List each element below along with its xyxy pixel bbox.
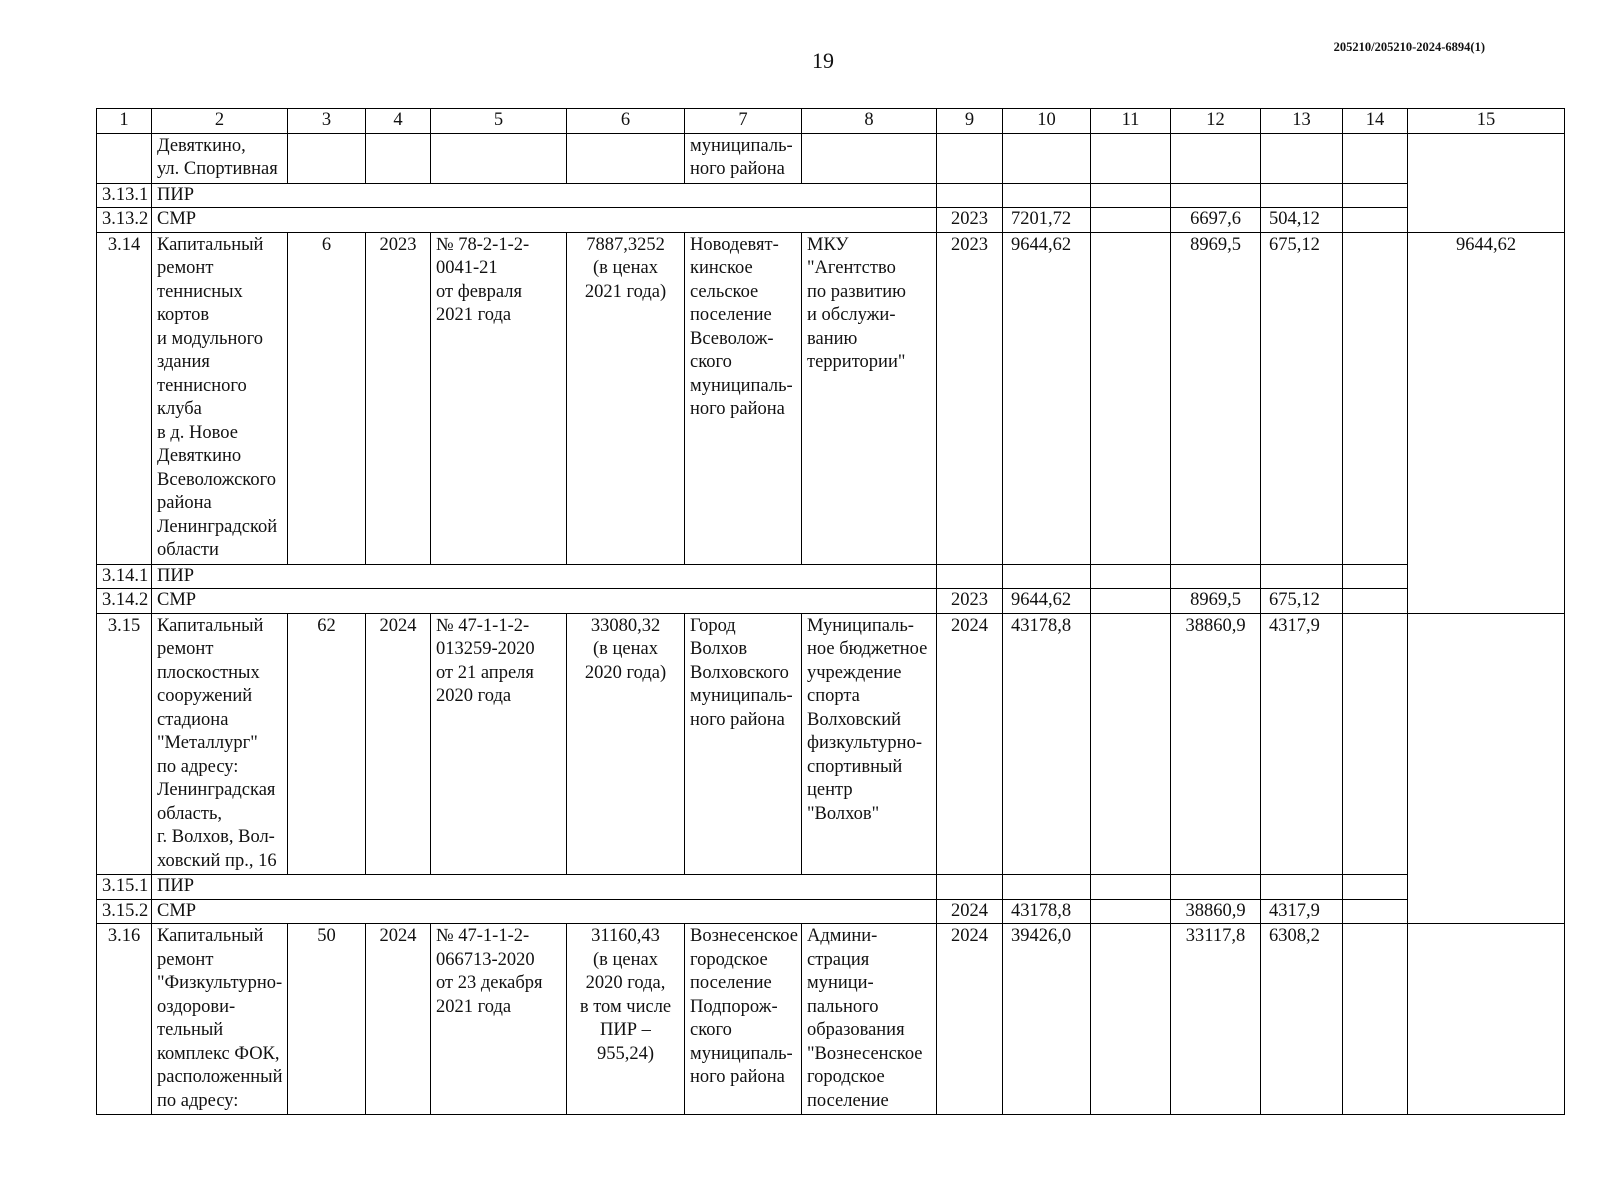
table-cell: [1408, 924, 1565, 1115]
customer-cell: МКУ "Агентство по развитию и обслужи- ванию территории": [802, 232, 937, 564]
stage-label-cell: СМР: [152, 208, 937, 233]
stage-label-cell: ПИР: [152, 564, 937, 589]
table-cell: 50: [288, 924, 366, 1115]
row-code-cell: 3.14: [97, 232, 152, 564]
year-cell: 2024: [937, 899, 1003, 924]
table-cell: [937, 564, 1003, 589]
year-cell: 2024: [366, 924, 431, 1115]
table-row-3-14-1: [97, 564, 1565, 589]
row-code-cell: 3.16: [97, 924, 152, 1115]
amount-cell: 8969,5: [1171, 232, 1261, 564]
table-cell: [1343, 589, 1408, 614]
table-cell: [1003, 133, 1091, 183]
table-row-3-15-2: [97, 899, 1565, 924]
amount-cell: 43178,8: [1003, 613, 1091, 875]
year-cell: 2023: [937, 232, 1003, 564]
amount-cell: 504,12: [1261, 208, 1343, 233]
table-cell: [1091, 208, 1171, 233]
table-cell: [1408, 613, 1565, 924]
object-name-cell: Капитальный ремонт "Физкультурно- оздорови- тельный комплекс ФОК, расположенный по адресу:: [152, 924, 288, 1115]
table-cell: [1091, 875, 1171, 900]
table-cell: [1261, 133, 1343, 183]
object-name-cell: Капитальный ремонт плоскостных сооружений стадиона "Металлург" по адресу: Ленинградская область, г. Волхов, Вол- ховский пр., 16: [152, 613, 288, 875]
table-cell: [97, 133, 152, 183]
table-cell: [1003, 564, 1091, 589]
municipality-cell: Новодевят- кинское сельское поселение Всеволож- ского муниципаль- ного района: [685, 232, 802, 564]
table-row-3-16: [97, 924, 1565, 1115]
column-number: 2: [152, 109, 288, 134]
table-cell: [1091, 613, 1171, 875]
table-cell: [366, 133, 431, 183]
customer-cell: Админи- страция муници- пального образования "Вознесенское городское поселение: [802, 924, 937, 1115]
year-cell: 2024: [366, 613, 431, 875]
table-cell: [1091, 232, 1171, 564]
amount-cell: 9644,62: [1003, 589, 1091, 614]
table-row-3-14: [97, 232, 1565, 564]
column-number: 3: [288, 109, 366, 134]
row-code-cell: 3.15.1: [97, 875, 152, 900]
page-number: 19: [812, 48, 834, 73]
table-row-3-14-2: [97, 589, 1565, 614]
table-cell: [1091, 899, 1171, 924]
table-cell: [1003, 183, 1091, 208]
expertise-cell: № 78-2-1-2- 0041-21 от февраля 2021 года: [431, 232, 567, 564]
amount-cell: 4317,9: [1261, 613, 1343, 875]
table-row-3-15: [97, 613, 1565, 875]
table-cell: [937, 875, 1003, 900]
amount-cell: 9644,62: [1408, 232, 1565, 613]
table-cell: [1343, 564, 1408, 589]
table-cell: [1343, 208, 1408, 233]
municipality-cell: Город Волхов Волховского муниципаль- ного района: [685, 613, 802, 875]
column-number: 12: [1171, 109, 1261, 134]
estimate-cell: 31160,43 (в ценах 2020 года, в том числе ПИР – 955,24): [567, 924, 685, 1115]
table-cell: [1343, 899, 1408, 924]
table-cell: [1343, 613, 1408, 875]
table-cell: [937, 133, 1003, 183]
row-code-cell: 3.13.1: [97, 183, 152, 208]
row-code-cell: 3.14.2: [97, 589, 152, 614]
estimate-cell: 7887,3252 (в ценах 2021 года): [567, 232, 685, 564]
table-cell: [567, 133, 685, 183]
table-cell: [1408, 133, 1565, 232]
column-number: 14: [1343, 109, 1408, 134]
object-name-cell: Капитальный ремонт теннисных кортов и модульного здания теннисного клуба в д. Новое Девяткино Всеволожского района Ленинградской области: [152, 232, 288, 564]
table-row-3-15-1: [97, 875, 1565, 900]
column-number: 7: [685, 109, 802, 134]
table-cell: [1091, 183, 1171, 208]
table-cell: 62: [288, 613, 366, 875]
amount-cell: 9644,62: [1003, 232, 1091, 564]
table-cell: [1343, 924, 1408, 1115]
table-cell: [937, 183, 1003, 208]
row-code-cell: 3.13.2: [97, 208, 152, 233]
table-cell: [431, 133, 567, 183]
column-number: 15: [1408, 109, 1565, 134]
table-cell: [1003, 875, 1091, 900]
amount-cell: 8969,5: [1171, 589, 1261, 614]
amount-cell: 6697,6: [1171, 208, 1261, 233]
stage-label-cell: СМР: [152, 899, 937, 924]
row-code-cell: 3.14.1: [97, 564, 152, 589]
table-cell: 6: [288, 232, 366, 564]
table-cell: [288, 133, 366, 183]
column-number: 6: [567, 109, 685, 134]
year-cell: 2023: [366, 232, 431, 564]
column-number: 11: [1091, 109, 1171, 134]
customer-cell: Муниципаль- ное бюджетное учреждение спорта Волховский физкультурно- спортивный центр "Волхов": [802, 613, 937, 875]
row-code-cell: 3.15: [97, 613, 152, 875]
stage-label-cell: СМР: [152, 589, 937, 614]
column-number: 9: [937, 109, 1003, 134]
table-row-3-13-1: [97, 183, 1565, 208]
row-code-cell: 3.15.2: [97, 899, 152, 924]
column-number: 1: [97, 109, 152, 134]
column-number: 10: [1003, 109, 1091, 134]
table-cell: [1091, 589, 1171, 614]
table-cell: [1343, 133, 1408, 183]
column-number: 4: [366, 109, 431, 134]
table-cell: [1261, 875, 1343, 900]
table-cell: [802, 133, 937, 183]
table-cell: [1343, 875, 1408, 900]
column-number: 5: [431, 109, 567, 134]
year-cell: 2023: [937, 208, 1003, 233]
year-cell: 2023: [937, 589, 1003, 614]
table-row-3-13-2: [97, 208, 1565, 233]
table-cell: [1091, 924, 1171, 1115]
expertise-cell: № 47-1-1-2- 066713-2020 от 23 декабря 2021 года: [431, 924, 567, 1115]
amount-cell: 675,12: [1261, 232, 1343, 564]
table-cell: [1091, 133, 1171, 183]
document-id: 205210/205210-2024-6894(1): [1333, 40, 1485, 54]
column-number: 8: [802, 109, 937, 134]
table-header-row: [97, 109, 1565, 134]
amount-cell: 38860,9: [1171, 899, 1261, 924]
estimate-cell: 33080,32 (в ценах 2020 года): [567, 613, 685, 875]
amount-cell: 39426,0: [1003, 924, 1091, 1115]
year-cell: 2024: [937, 613, 1003, 875]
table-row-continuation: [97, 133, 1565, 183]
municipality-cell: Вознесенское городское поселение Подпорож- ского муниципаль- ного района: [685, 924, 802, 1115]
amount-cell: 675,12: [1261, 589, 1343, 614]
stage-label-cell: ПИР: [152, 875, 937, 900]
table-cell: [1171, 564, 1261, 589]
amount-cell: 7201,72: [1003, 208, 1091, 233]
expertise-cell: № 47-1-1-2- 013259-2020 от 21 апреля 2020 года: [431, 613, 567, 875]
table-cell: [1171, 183, 1261, 208]
table-cell: [1171, 875, 1261, 900]
column-number: 13: [1261, 109, 1343, 134]
year-cell: 2024: [937, 924, 1003, 1115]
amount-cell: 4317,9: [1261, 899, 1343, 924]
amount-cell: 38860,9: [1171, 613, 1261, 875]
stage-label-cell: ПИР: [152, 183, 937, 208]
table-cell: [1091, 564, 1171, 589]
amount-cell: 6308,2: [1261, 924, 1343, 1115]
municipality-cell: муниципаль- ного района: [685, 133, 802, 183]
table-cell: [1343, 232, 1408, 564]
object-name-cell: Девяткино, ул. Спортивная: [152, 133, 288, 183]
table-cell: [1171, 133, 1261, 183]
table-cell: [1261, 564, 1343, 589]
amount-cell: 43178,8: [1003, 899, 1091, 924]
budget-table: [96, 108, 1565, 1115]
amount-cell: 33117,8: [1171, 924, 1261, 1115]
table-cell: [1343, 183, 1408, 208]
table-cell: [1261, 183, 1343, 208]
